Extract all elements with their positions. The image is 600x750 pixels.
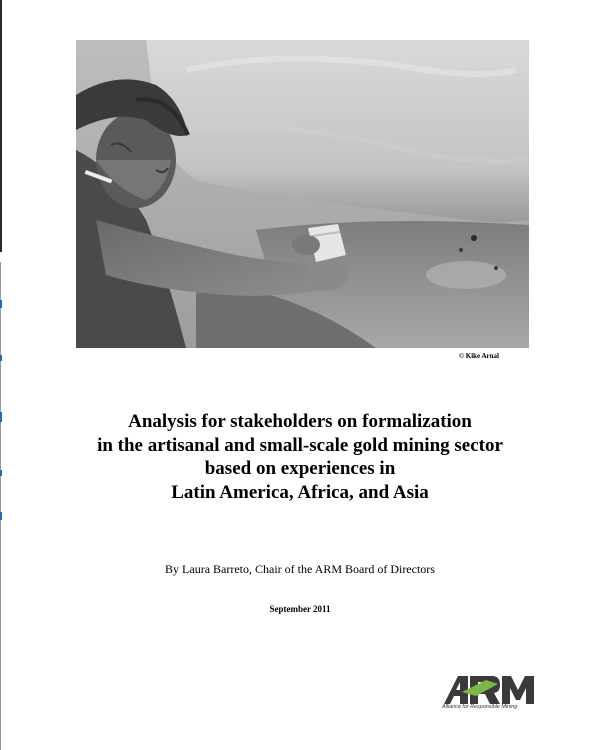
publication-date: September 2011 — [269, 604, 331, 614]
scan-edge-line — [0, 262, 1, 750]
document-title — [0, 410, 600, 504]
title-line: based on experiences in — [204, 458, 396, 479]
logo-tagline: Alliance for Responsible Mining — [442, 704, 518, 710]
author-line: By Laura Barreto, Chair of the ARM Board of Directors — [165, 562, 435, 576]
scan-edge-mark — [0, 512, 2, 520]
scan-edge-mark — [0, 300, 2, 308]
scan-edge-mark — [0, 355, 2, 361]
arm-logo-icon — [440, 672, 540, 706]
title-line: Analysis for stakeholders on formalization — [128, 411, 472, 432]
cover-photo — [76, 40, 529, 348]
scan-edge-line — [0, 0, 2, 252]
photo-credit: © Kike Arnal — [458, 352, 499, 360]
miner-photo-illustration — [76, 40, 529, 348]
title-line: in the artisanal and small-scale gold mining sector — [97, 434, 503, 456]
title-line: Latin America, Africa, and Asia — [171, 481, 429, 503]
